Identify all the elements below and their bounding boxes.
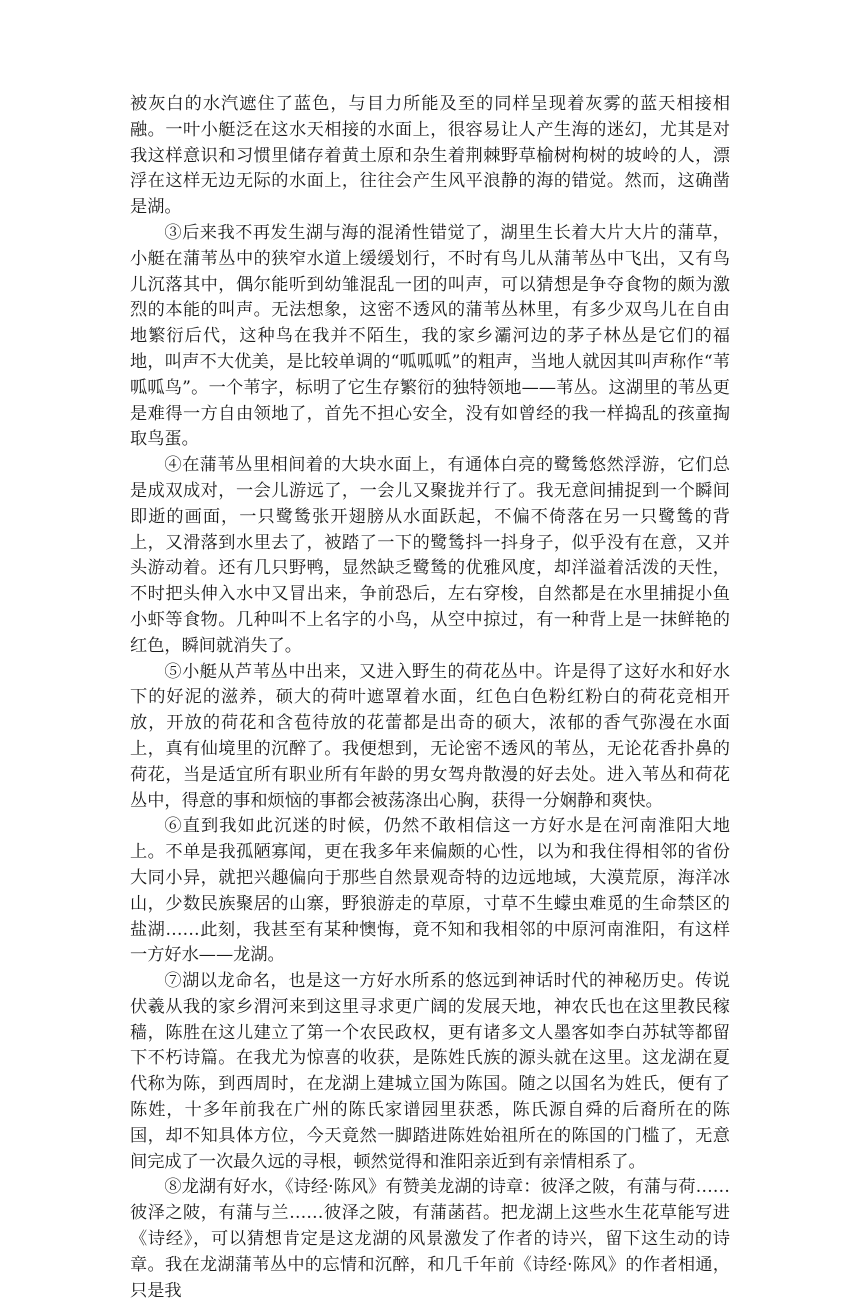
paragraph-4: ④在蒲苇丛里相间着的大块水面上，有通体白亮的鹭鸶悠然浮游，它们总是成双成对，一会儿游远了，一会儿又聚拢并行了。我无意间捕捉到一个瞬间即逝的画面，一只鹭鸶张开翅膀从水面跃起，不偏不倚落在另一只鹭鸶的背上，又滑落到水里去了，被踏了一下的鹭鸶抖一抖身子，似乎没有在意，又并头游动着。还有几只野鸭，显然缺乏鹭鸶的优雅风度，却洋溢着活泼的天性，不时把头伸入水中又冒出来，争前恐后，左右穿梭，自然都是在水里捕捉小鱼小虾等食物。几种叫不上名字的小鸟，从空中掠过，有一种背上是一抹鲜艳的红色，瞬间就消失了。: [130, 455, 730, 656]
paragraph-8: ⑧龙湖有好水，《诗经·陈风》有赞美龙湖的诗章：彼泽之陂，有蒲与荷……彼泽之陂，有蒲与兰……彼泽之陂，有蒲菡萏。把龙湖上这些水生花草能写进《诗经》，可以猜想肯定是这龙湖的风景激发了作者的诗兴，留下这生动的诗章。我在龙湖蒲苇丛中的忘情和沉醉，和几千年前《诗经·陈风》的作者相通，只是我: [130, 1177, 730, 1301]
paragraph-6: ⑥直到我如此沉迷的时候，仍然不敢相信这一方好水是在河南淮阳大地上。不单是我孤陋寡闻，更在我多年来偏颇的心性，以为和我住得相邻的省份大同小异，就把兴趣偏向于那些自然景观奇特的边远地域，大漠荒原，海洋冰山，少数民族聚居的山寨，野狼游走的草原，寸草不生蠓虫难觅的生命禁区的盐湖……此刻，我甚至有某种懊悔，竟不知和我相邻的中原河南淮阳，有这样一方好水——龙湖。: [130, 816, 730, 966]
paragraph-5: ⑤小艇从芦苇丛中出来，又进入野生的荷花丛中。许是得了这好水和好水下的好泥的滋养，硕大的荷叶遮罩着水面，红色白色粉红粉白的荷花竞相开放，开放的荷花和含苞待放的花蕾都是出奇的硕大，浓郁的香气弥漫在水面上，真有仙境里的沉醉了。我便想到，无论密不透风的苇丛，无论花香扑鼻的荷花，当是适宜所有职业所有年龄的男女驾舟散漫的好去处。进入苇丛和荷花丛中，得意的事和烦恼的事都会被荡涤出心胸，获得一分娴静和爽快。: [130, 661, 730, 811]
paragraph-7: ⑦湖以龙命名，也是这一方好水所系的悠远到神话时代的神秘历史。传说伏羲从我的家乡渭河来到这里寻求更广阔的发展天地，神农氏也在这里教民稼穑，陈胜在这儿建立了第一个农民政权，更有诸多文人墨客如李白苏轼等都留下不朽诗篇。在我尤为惊喜的收获，是陈姓氏族的源头就在这里。这龙湖在夏代称为陈，到西周时，在龙湖上建城立国为陈国。随之以国名为姓氏，便有了陈姓，十多年前我在广州的陈氏家谱园里获悉，陈氏源自舜的后裔所在的陈国，却不知具体方位，今天竟然一脚踏进陈姓始祖所在的陈国的门槛了，无意间完成了一次最久远的寻根，顿然觉得和淮阳亲近到有亲情相系了。: [130, 971, 730, 1172]
paragraph-1: 被灰白的水汽遮住了蓝色，与目力所能及至的同样呈现着灰雾的蓝天相接相融。一叶小艇泛在这水天相接的水面上，很容易让人产生海的迷幻，尤其是对我这样意识和习惯里储存着黄土原和杂生着荆棘野草榆树枸树的坡岭的人，漂浮在这样无边无际的水面上，往往会产生风平浪静的海的错觉。然而，这确凿是湖。: [130, 94, 730, 218]
document-page: [130, 92, 730, 1304]
paragraph-3: ③后来我不再发生湖与海的混淆性错觉了，湖里生长着大片大片的蒲草，小艇在蒲苇丛中的狭窄水道上缓缓划行，不时有鸟儿从蒲苇丛中飞出，又有鸟儿沉落其中，偶尔能听到幼雏混乱一团的叫声，可以猜想是争夺食物的颇为激烈的本能的叫声。无法想象，这密不透风的蒲苇丛林里，有多少双鸟儿在自由地繁衍后代，这种鸟在我并不陌生，我的家乡灞河边的茅子林丛是它们的福地，叫声不大优美，是比较单调的“呱呱呱”的粗声，当地人就因其叫声称作“苇呱呱鸟”。一个苇字，标明了它生存繁衍的独特领地——苇丛。这湖里的苇丛更是难得一方自由领地了，首先不担心安全，没有如曾经的我一样捣乱的孩童掏取鸟蛋。: [130, 222, 730, 450]
